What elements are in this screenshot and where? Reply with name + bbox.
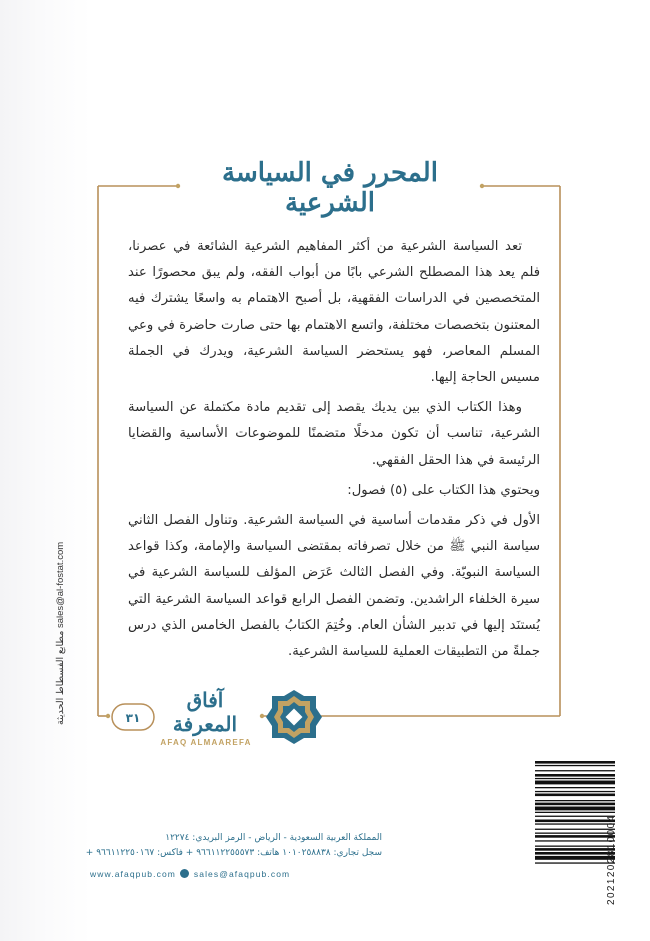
barcode-bars	[527, 757, 645, 907]
email-link[interactable]: sales@afaqpub.com	[193, 869, 291, 879]
barcode-bar	[535, 816, 615, 817]
barcode-number: 2021202810004	[606, 814, 617, 905]
description-paragraph: تعد السياسة الشرعية من أكثر المفاهيم الشرعية الشائعة في عصرنا، فلم يعد هذا المصطلح الشرعي بابًا من أبواب الفقه، ولم يبق محصورًا عند المتخصصين في الدراسات الفقهية، بل أصبح الاهتمام به واسعًا يشترك فيه المعتنون بتخصصات مختلفة، واتسع الاهتمام بها حتى صارت حاضرة في وعي المسلم المعاصر، فهو يستحضر السياسة الشرعية، ويدرك في الجملة مسيس الحاجة إليها.	[128, 239, 540, 386]
description-paragraph: الأول في ذكر مقدمات أساسية في السياسة الشرعية. وتناول الفصل الثاني سياسة النبي ﷺ من خلال تصرفاته بمقتضى السياسة والإمامة، وكذا قواعد السياسة النبويّة. وفي الفصل الثالث عَرَض المؤلف للسياسة الشرعية في سيرة الخلفاء الراشدين. وتضمن الفصل الرابع قواعد السياسة الشرعية التي يُستنَد إليها في تدبير الشأن العام. وخُتِمَ الكتابُ بالفصل الخامس الذي درس جملةً من التطبيقات العملية للسياسة الشرعية.	[128, 513, 540, 660]
barcode-bar	[535, 848, 615, 851]
barcode-bar	[535, 787, 615, 788]
barcode-bar	[535, 835, 615, 838]
series-number: ٣١	[125, 711, 141, 725]
barcode-bar	[535, 829, 615, 830]
publisher-web	[90, 869, 390, 879]
barcode-bar	[535, 794, 615, 797]
book-title: المحرر في السياسة الشرعية	[222, 158, 438, 218]
barcode-bar	[535, 800, 615, 801]
barcode-bar	[535, 765, 615, 766]
barcode-bar	[535, 781, 615, 785]
book-description	[128, 234, 540, 669]
barcode-bar	[535, 770, 615, 771]
barcode-bar	[535, 774, 615, 777]
barcode-bar	[535, 812, 615, 813]
publisher-phones: سجل تجاري: ١٠١٠٢٥٨٨٣٨ هاتف: ٩٦٦١١٢٢٥٥٥٧٣ + فاكس: ٩٦٦١١٢٢٥٠١٦٧ +	[85, 848, 382, 858]
barcode-bar	[535, 852, 615, 855]
barcode-bar	[535, 856, 615, 860]
barcode-bar	[535, 778, 615, 779]
barcode-bar	[535, 761, 615, 764]
barcode-bar	[535, 820, 615, 823]
barcode-bar	[535, 807, 615, 811]
barcode-bar	[535, 846, 615, 847]
printer-credit: مطابع الفسطاط الحديثة sales@al-fostat.com	[55, 541, 66, 725]
publisher-name-english: AFAQ ALMAAREFA	[160, 738, 252, 747]
barcode-bar	[535, 791, 615, 792]
barcode	[527, 757, 645, 907]
description-paragraph: ويحتوي هذا الكتاب على (٥) فصول:	[347, 482, 540, 498]
barcode-bar	[535, 862, 615, 863]
barcode-bar	[535, 803, 615, 806]
publisher-name-arabic: آفاق المعرفة	[172, 688, 238, 736]
barcode-bar	[535, 840, 615, 841]
barcode-bar	[535, 833, 615, 834]
publisher-address: المملكة العربية السعودية - الرياض - الرمز البريدي: ١٢٢٧٤	[165, 833, 382, 843]
barcode-bar	[535, 823, 615, 824]
description-paragraph: وهذا الكتاب الذي بين يديك يقصد إلى تقديم مادة مكتملة عن السياسة الشرعية، تناسب أن تكون مدخلًا متضمنًا للموضوعات الأساسية والقضايا الرئيسة في هذا الحقل الفقهي.	[128, 400, 540, 468]
website-link[interactable]: www.afaqpub.com	[90, 869, 176, 879]
email-icon	[180, 869, 189, 878]
